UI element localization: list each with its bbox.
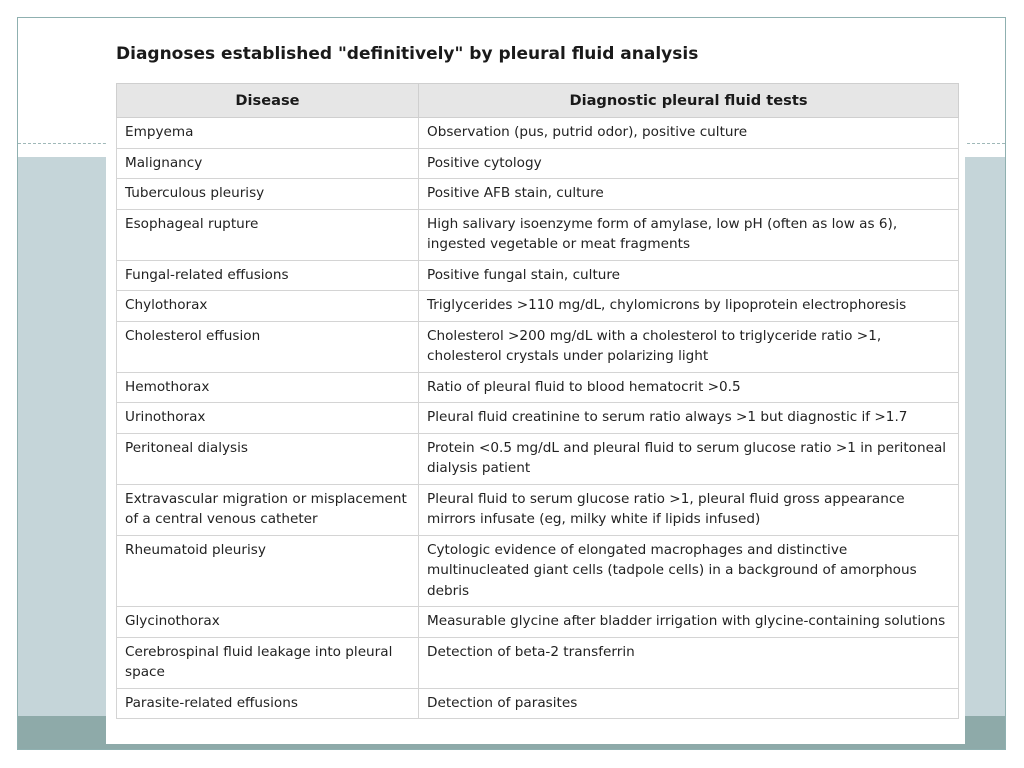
disease-cell: Peritoneal dialysis <box>117 433 419 484</box>
diagnoses-table <box>116 83 959 719</box>
tests-cell: Cholesterol >200 mg/dL with a cholesterol to triglyceride ratio >1, cholesterol crystals under polarizing light <box>419 321 959 372</box>
tests-cell: Cytologic evidence of elongated macrophages and distinctive multinucleated giant cells (tadpole cells) in a background of amorphous debris <box>419 535 959 607</box>
table-row <box>117 607 959 638</box>
disease-cell: Chylothorax <box>117 291 419 322</box>
disease-cell: Malignancy <box>117 148 419 179</box>
table-row <box>117 209 959 260</box>
disease-cell: Glycinothorax <box>117 607 419 638</box>
tests-cell: Detection of beta-2 transferrin <box>419 637 959 688</box>
slide-title: Diagnoses established "definitively" by pleural fluid analysis <box>116 44 699 64</box>
disease-cell: Hemothorax <box>117 372 419 403</box>
table-row <box>117 535 959 607</box>
tests-cell: Measurable glycine after bladder irrigation with glycine-containing solutions <box>419 607 959 638</box>
tests-cell: Protein <0.5 mg/dL and pleural fluid to serum glucose ratio >1 in peritoneal dialysis patient <box>419 433 959 484</box>
table-row <box>117 118 959 149</box>
tests-cell: Positive fungal stain, culture <box>419 260 959 291</box>
tests-cell: Triglycerides >110 mg/dL, chylomicrons by lipoprotein electrophoresis <box>419 291 959 322</box>
table-header-row <box>117 84 959 118</box>
disease-cell: Esophageal rupture <box>117 209 419 260</box>
slide <box>17 17 1006 750</box>
disease-cell: Extravascular migration or misplacement of a central venous catheter <box>117 484 419 535</box>
tests-cell: Ratio of pleural fluid to blood hematocrit >0.5 <box>419 372 959 403</box>
disease-cell: Empyema <box>117 118 419 149</box>
column-header-disease: Disease <box>117 84 419 118</box>
table-row <box>117 291 959 322</box>
table-row <box>117 179 959 210</box>
disease-cell: Cerebrospinal fluid leakage into pleural space <box>117 637 419 688</box>
disease-cell: Parasite-related effusions <box>117 688 419 719</box>
disease-cell: Fungal-related effusions <box>117 260 419 291</box>
tests-cell: Observation (pus, putrid odor), positive culture <box>419 118 959 149</box>
tests-cell: High salivary isoenzyme form of amylase, low pH (often as low as 6), ingested vegetable or meat fragments <box>419 209 959 260</box>
table-row <box>117 688 959 719</box>
disease-cell: Cholesterol effusion <box>117 321 419 372</box>
table-row <box>117 148 959 179</box>
table-row <box>117 260 959 291</box>
disease-cell: Tuberculous pleurisy <box>117 179 419 210</box>
table-row <box>117 321 959 372</box>
tests-cell: Pleural fluid creatinine to serum ratio always >1 but diagnostic if >1.7 <box>419 403 959 434</box>
table-row <box>117 637 959 688</box>
disease-cell: Urinothorax <box>117 403 419 434</box>
table-row <box>117 484 959 535</box>
tests-cell: Detection of parasites <box>419 688 959 719</box>
table-row <box>117 403 959 434</box>
table-row <box>117 372 959 403</box>
tests-cell: Positive AFB stain, culture <box>419 179 959 210</box>
tests-cell: Positive cytology <box>419 148 959 179</box>
disease-cell: Rheumatoid pleurisy <box>117 535 419 607</box>
table-row <box>117 433 959 484</box>
tests-cell: Pleural fluid to serum glucose ratio >1, pleural fluid gross appearance mirrors infusate (eg, milky white if lipids infused) <box>419 484 959 535</box>
column-header-tests: Diagnostic pleural fluid tests <box>419 84 959 118</box>
